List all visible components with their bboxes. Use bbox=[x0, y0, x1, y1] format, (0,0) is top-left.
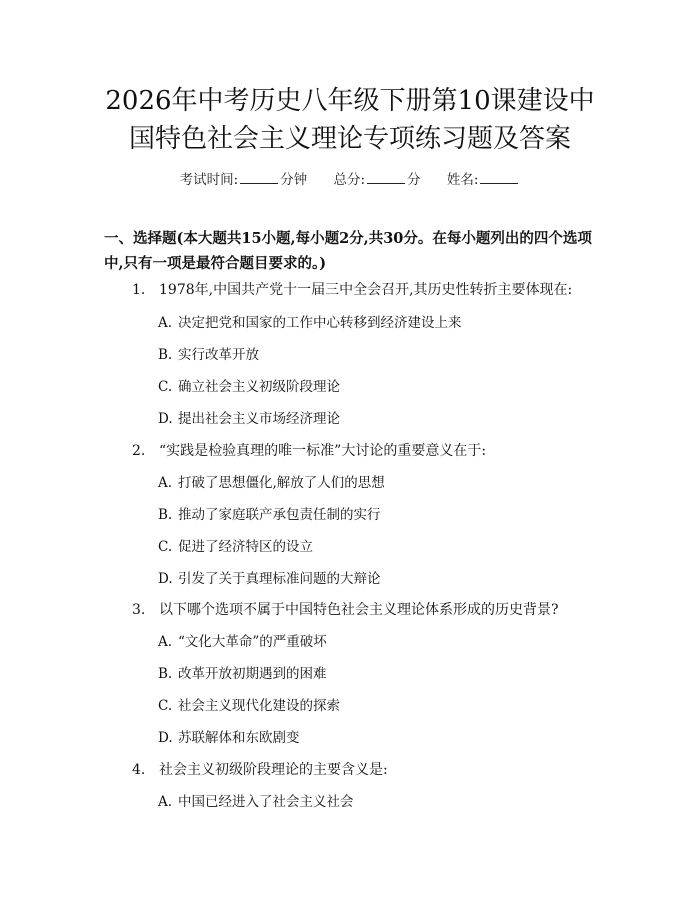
option-letter: B. bbox=[158, 666, 173, 682]
question-text: “实践是检验真理的唯一标准”大讨论的重要意义在于: bbox=[159, 443, 487, 459]
option-letter: C. bbox=[158, 379, 173, 395]
question-1-option-d bbox=[158, 409, 340, 429]
option-text: 推动了家庭联产承包责任制的实行 bbox=[178, 507, 381, 523]
question-1-option-c bbox=[158, 377, 340, 397]
question-2-option-d bbox=[158, 569, 381, 589]
student-name-field bbox=[447, 168, 521, 188]
section-heading: 一、选择题(本大题共15小题,每小题2分,共30分。在每小题列出的四个选项中,只有一项是最符合题目要求的。) bbox=[104, 230, 592, 272]
total-score-field bbox=[333, 168, 420, 188]
student-name-blank bbox=[480, 171, 518, 184]
question-2-option-c bbox=[158, 537, 313, 557]
option-text: 打破了思想僵化,解放了人们的思想 bbox=[178, 475, 385, 491]
option-text: “文化大革命”的严重破坏 bbox=[178, 634, 327, 650]
total-score-label: 总分: bbox=[333, 172, 366, 188]
exam-time-blank bbox=[240, 171, 278, 184]
option-letter: D. bbox=[158, 730, 173, 746]
question-1-option-b bbox=[158, 345, 259, 365]
exam-time-field bbox=[180, 168, 308, 188]
document-title-line-2: 国特色社会主义理论专项练习题及答案 bbox=[128, 124, 571, 154]
question-2 bbox=[132, 441, 602, 461]
option-letter: B. bbox=[158, 507, 173, 523]
question-number: 4. bbox=[132, 762, 146, 778]
option-text: 改革开放初期遇到的困难 bbox=[178, 666, 327, 682]
option-text: 引发了关于真理标准问题的大辩论 bbox=[178, 571, 381, 587]
question-text: 1978年,中国共产党十一届三中全会召开,其历史性转折主要体现在: bbox=[159, 282, 573, 298]
question-3-option-b bbox=[158, 664, 327, 684]
exam-time-unit: 分钟 bbox=[280, 172, 308, 188]
question-text: 社会主义初级阶段理论的主要含义是: bbox=[159, 762, 388, 778]
option-text: 实行改革开放 bbox=[178, 347, 259, 363]
option-text: 确立社会主义初级阶段理论 bbox=[178, 379, 340, 395]
option-letter: D. bbox=[158, 411, 173, 427]
option-letter: B. bbox=[158, 347, 173, 363]
question-number: 2. bbox=[132, 443, 146, 459]
option-letter: A. bbox=[158, 634, 173, 650]
question-3-option-c bbox=[158, 696, 340, 716]
question-2-option-a bbox=[158, 473, 385, 493]
option-letter: A. bbox=[158, 475, 173, 491]
total-score-unit: 分 bbox=[407, 172, 421, 188]
option-letter: C. bbox=[158, 539, 173, 555]
option-text: 决定把党和国家的工作中心转移到经济建设上来 bbox=[178, 315, 462, 331]
option-text: 社会主义现代化建设的探索 bbox=[178, 698, 340, 714]
option-text: 中国已经进入了社会主义社会 bbox=[178, 794, 354, 810]
question-number: 3. bbox=[132, 602, 146, 618]
student-name-label: 姓名: bbox=[446, 172, 479, 188]
question-3-option-a bbox=[158, 632, 327, 652]
option-letter: A. bbox=[158, 315, 173, 331]
exam-info-line bbox=[0, 168, 700, 188]
question-number: 1. bbox=[132, 282, 146, 298]
option-letter: A. bbox=[158, 794, 173, 810]
option-letter: C. bbox=[158, 698, 173, 714]
total-score-blank bbox=[367, 171, 405, 184]
exam-time-label: 考试时间: bbox=[179, 172, 239, 188]
option-text: 提出社会主义市场经济理论 bbox=[178, 411, 340, 427]
question-1 bbox=[132, 280, 602, 300]
question-1-option-a bbox=[158, 313, 462, 333]
question-2-option-b bbox=[158, 505, 381, 525]
option-text: 促进了经济特区的设立 bbox=[178, 539, 313, 555]
question-text: 以下哪个选项不属于中国特色社会主义理论体系形成的历史背景? bbox=[159, 602, 559, 618]
question-4 bbox=[132, 760, 602, 780]
document-title-line-1: 2026年中考历史八年级下册第10课建设中 bbox=[105, 86, 595, 116]
question-4-option-a bbox=[158, 792, 354, 812]
option-text: 苏联解体和东欧剧变 bbox=[178, 730, 300, 746]
option-letter: D. bbox=[158, 571, 173, 587]
question-3 bbox=[132, 600, 602, 620]
question-3-option-d bbox=[158, 728, 300, 748]
